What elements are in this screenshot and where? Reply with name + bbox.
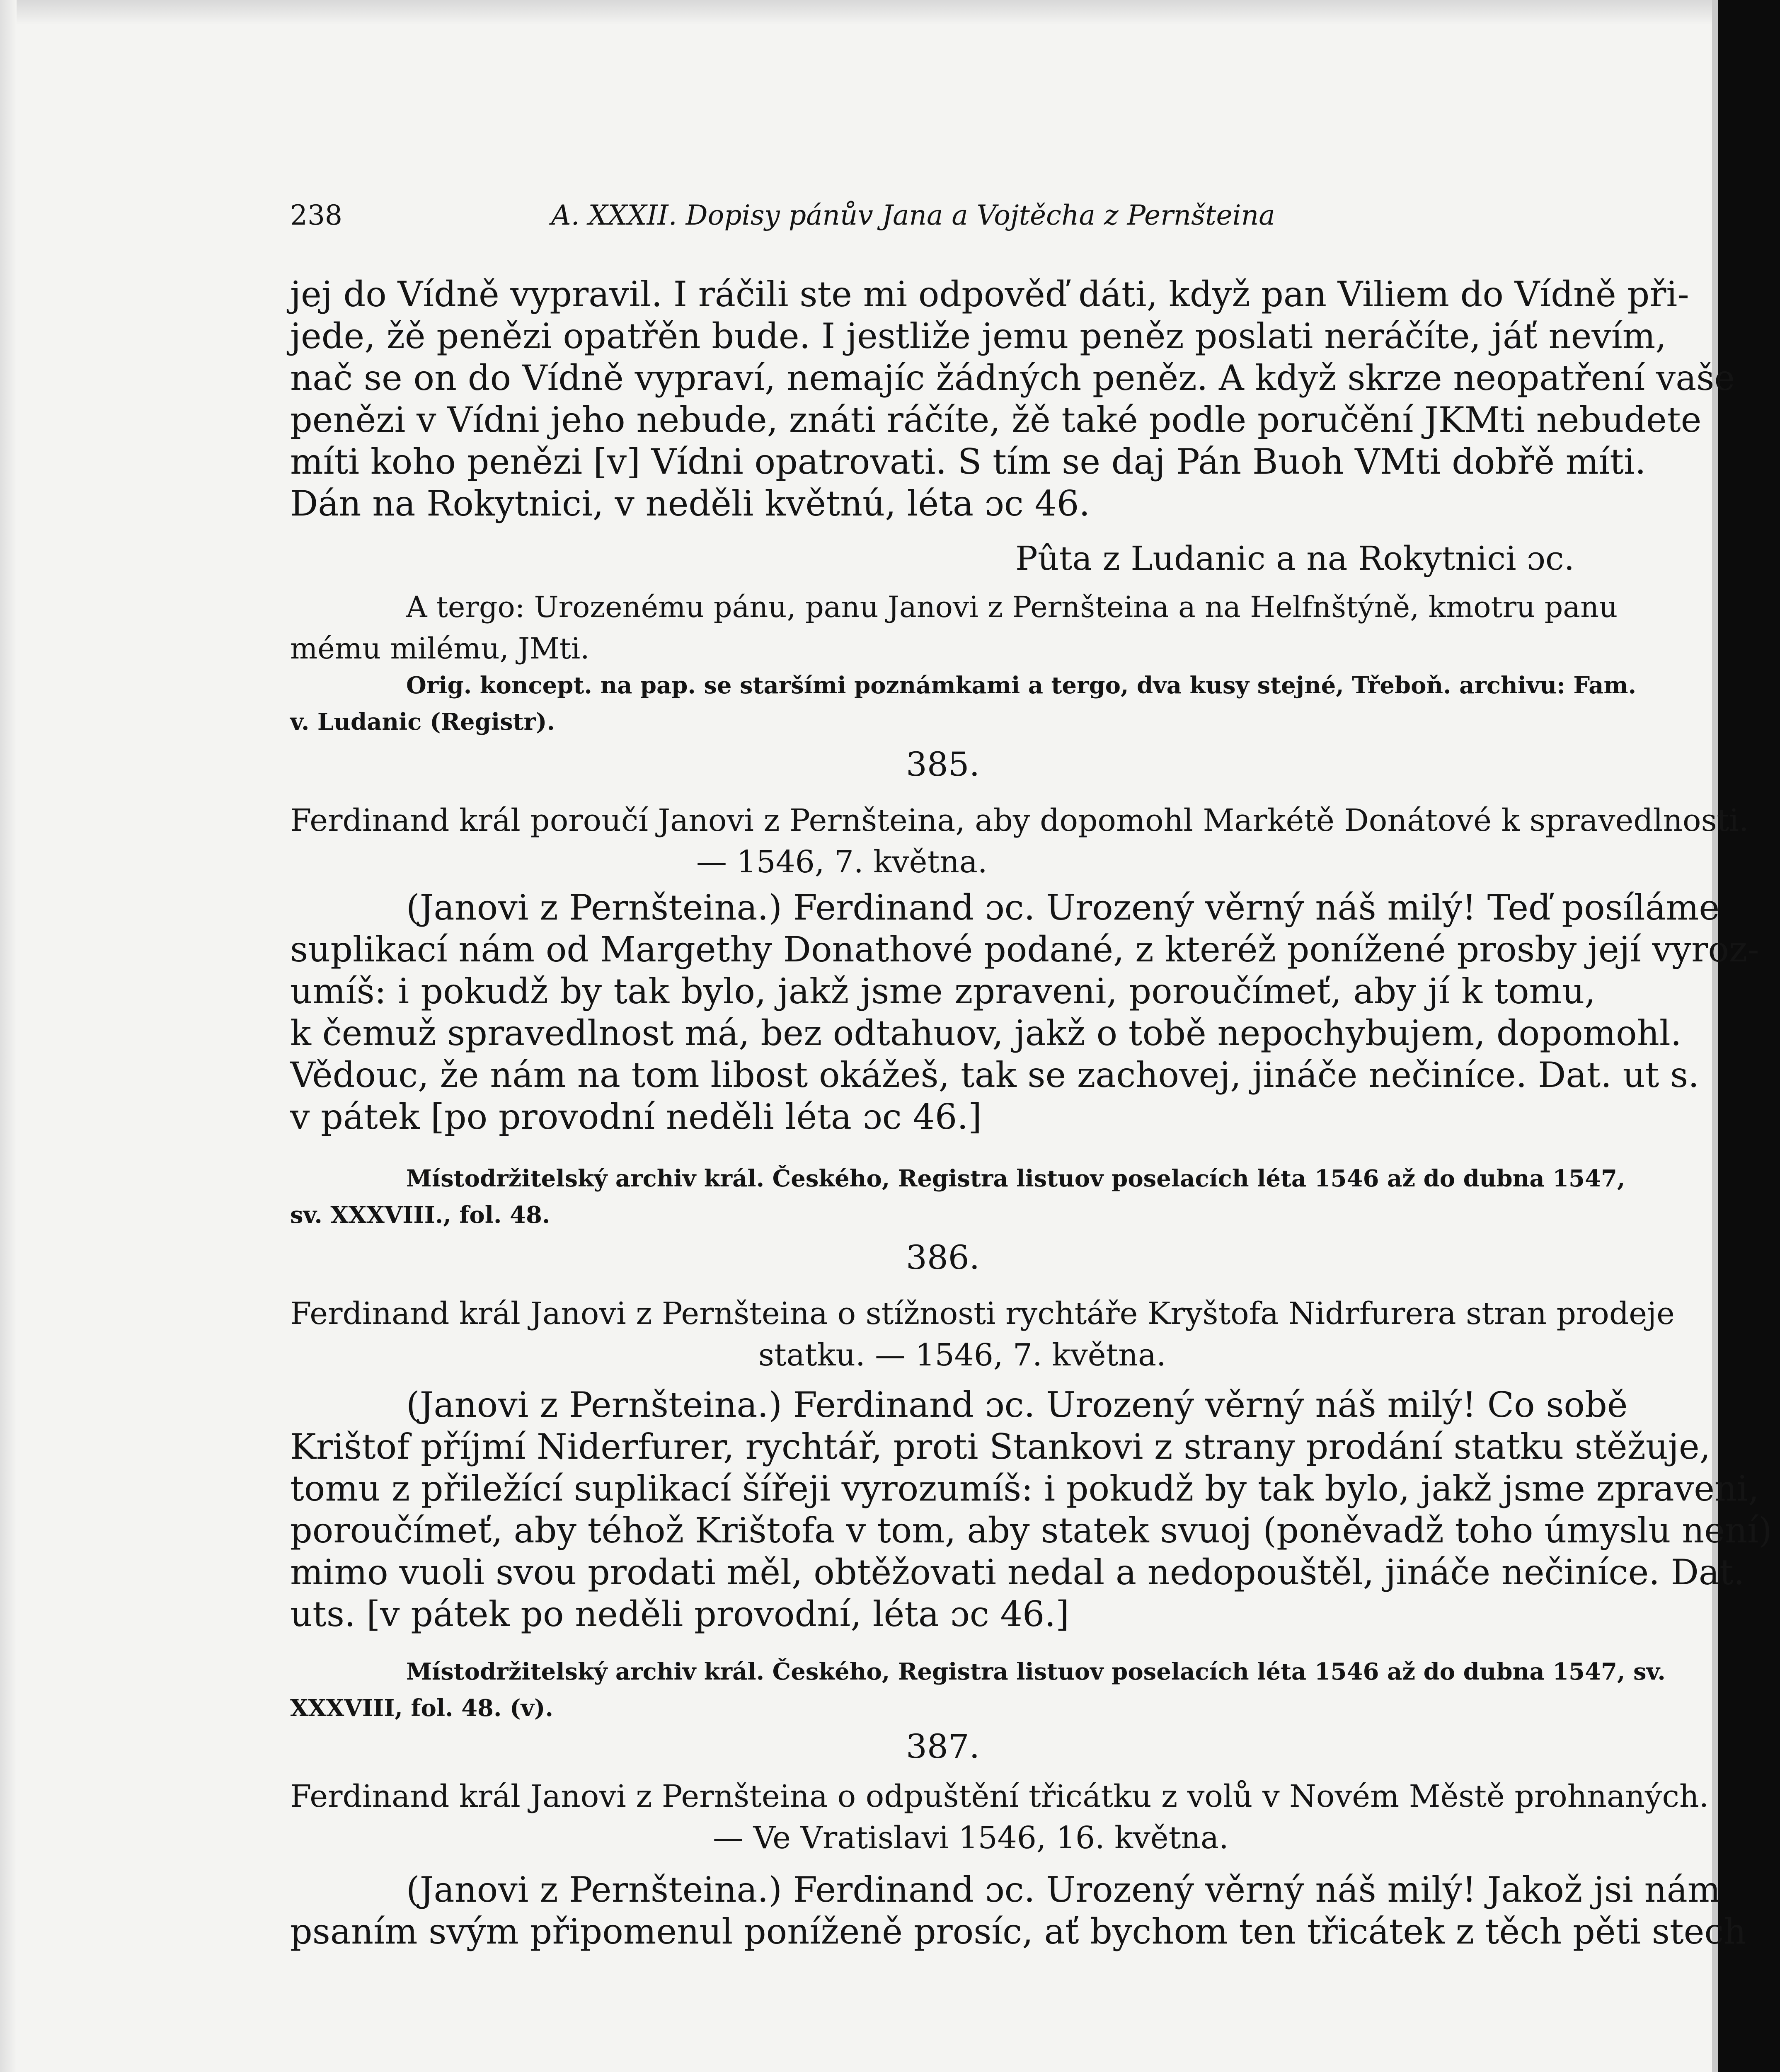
letter-386-body	[290, 1384, 1772, 1635]
text-line: k čemuž spravedlnost má, bez odtahuov, jakž o tobě nepochybujem, dopomohl.	[290, 1013, 1682, 1053]
text-line: jej do Vídně vypravil. I ráčili ste mi odpověď dáti, když pan Viliem do Vídně při-	[290, 274, 1689, 315]
letter-384-body	[290, 274, 1735, 525]
text-line: A tergo: Urozenému pánu, panu Janovi z Pernšteina a na Helfnštýně, kmotru panu	[406, 590, 1618, 624]
letter-387-body	[290, 1869, 1746, 1953]
text-line: uts. [v pátek po neděli provodní, léta ɔc 46.]	[290, 1594, 1069, 1634]
text-line: poroučímeť, aby téhož Krištofa v tom, aby statek svuoj (poněvadž toho úmyslu není)	[290, 1510, 1772, 1551]
text-line: v pátek [po provodní neděli léta ɔc 46.]	[290, 1097, 982, 1137]
text-line: nač se on do Vídně vypraví, nemajíc žádných peněz. A když skrze neopatření vaše	[290, 358, 1735, 398]
text-line: tomu z přiležící suplikací šířeji vyrozumíš: i pokudž by tak bylo, jakž jsme zpraveni,	[290, 1468, 1759, 1509]
text-line: Ferdinand král poroučí Janovi z Pernšteina, aby dopomohl Markétě Donátové k spravedlnosti.	[290, 803, 1749, 838]
text-line: suplikací nám od Margethy Donathové podané, z kteréž ponížené prosby její vyroz-	[290, 929, 1759, 970]
text-line: Krištof příjmí Niderfurer, rychtář, proti Stankovi z strany prodání statku stěžuje,	[290, 1426, 1711, 1467]
text-line: — 1546, 7. května.	[696, 844, 988, 880]
text-line: Vědouc, že nám na tom libost okážeš, tak se zachovej, jináče nečiníce. Dat. ut s.	[290, 1055, 1699, 1095]
text-line: Orig. koncept. na pap. se staršími poznámkami a tergo, dva kusy stejné, Třeboň. archivu: Fam.	[406, 672, 1637, 699]
text-line: XXXVIII, fol. 48. (v).	[290, 1694, 554, 1722]
letter-384-signature: Pûta z Ludanic a na Rokytnici ɔc.	[1015, 539, 1575, 578]
letter-386-summary	[290, 1293, 1675, 1376]
text-line: Ferdinand král Janovi z Pernšteina o odpuštění třicátku z volů v Novém Městě prohnaných.	[290, 1779, 1709, 1814]
text-line: psaním svým připomenul poníženě prosíc, ať bychom ten třicátek z těch pěti stech	[290, 1911, 1746, 1952]
text-line: Místodržitelský archiv král. Českého, Registra listuov poselacích léta 1546 až do dubna 1547,	[406, 1165, 1625, 1192]
text-line: — Ve Vratislavi 1546, 16. května.	[713, 1820, 1229, 1856]
text-line: sv. XXXVIII., fol. 48.	[290, 1201, 550, 1229]
letter-385-summary	[290, 800, 1749, 883]
letter-384-source	[290, 667, 1637, 740]
text-line: Dán na Rokytnici, v neděli květnú, léta ɔc 46.	[290, 483, 1090, 524]
text-line: mimo vuoli svou prodati měl, obtěžovati nedal a nedopouštěl, jináče nečiníce. Dat.	[290, 1552, 1745, 1593]
letter-386-source	[290, 1653, 1666, 1726]
running-title: A. XXXII. Dopisy pánův Jana a Vojtěcha z Pernšteina	[551, 199, 1275, 231]
page-number: 238	[290, 199, 342, 231]
text-line: (Janovi z Pernšteina.) Ferdinand ɔc. Urozený věrný náš milý! Jakož jsi nám	[406, 1869, 1721, 1910]
text-line: mému milému, JMti.	[290, 632, 590, 666]
text-line: (Janovi z Pernšteina.) Ferdinand ɔc. Urozený věrný náš milý! Co sobě	[406, 1385, 1628, 1425]
letter-387-summary	[290, 1776, 1709, 1859]
text-line: v. Ludanic (Registr).	[290, 708, 555, 736]
text-line: penězi v Vídni jeho nebude, znáti ráčíte, žě také podle poručění JKMti nebudete	[290, 399, 1702, 440]
letter-384-address	[290, 586, 1618, 669]
letter-385-number: 385.	[906, 745, 980, 784]
text-line: statku. — 1546, 7. května.	[758, 1337, 1166, 1373]
text-line: míti koho penězi [v] Vídni opatrovati. S tím se daj Pán Buoh VMti dobřě míti.	[290, 441, 1646, 482]
text-line: Místodržitelský archiv král. Českého, Registra listuov poselacích léta 1546 až do dubna 1547, sv.	[406, 1658, 1666, 1685]
text-line: umíš: i pokudž by tak bylo, jakž jsme zpraveni, poroučímeť, aby jí k tomu,	[290, 971, 1596, 1012]
text-line: (Janovi z Pernšteina.) Ferdinand ɔc. Urozený věrný náš milý! Teď posíláme	[406, 887, 1720, 928]
letter-385-source	[290, 1160, 1625, 1233]
text-line: jede, žě penězi opatřěn bude. I jestliže jemu peněz poslati neráčíte, jáť nevím,	[290, 316, 1666, 356]
letter-386-number: 386.	[906, 1238, 980, 1277]
text-line: Ferdinand král Janovi z Pernšteina o stížnosti rychtáře Kryštofa Nidrfurera stran prodeje	[290, 1296, 1675, 1331]
letter-387-number: 387.	[906, 1727, 980, 1766]
letter-385-body	[290, 887, 1759, 1138]
